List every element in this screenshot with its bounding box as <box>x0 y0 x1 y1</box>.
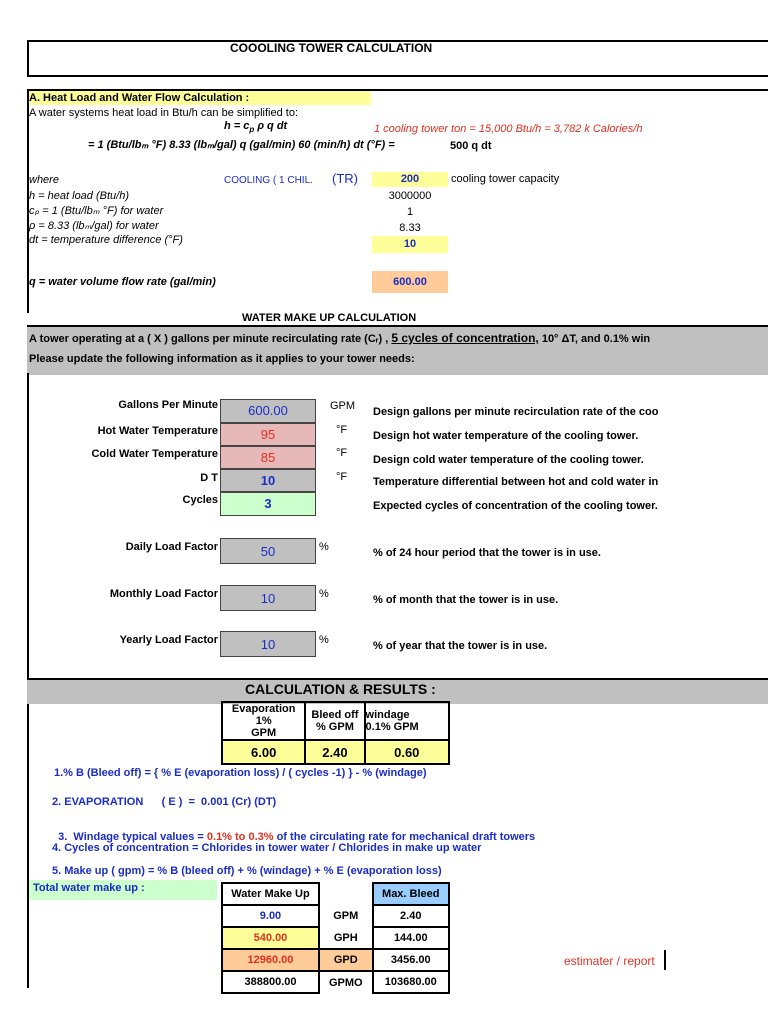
q-value: 600.00 <box>372 271 448 293</box>
unit-gpd: GPD <box>319 949 373 971</box>
makeup-gph: 540.00 <box>222 927 319 949</box>
page-title: COOOLING TOWER CALCULATION <box>230 41 433 55</box>
yearly-factor-label: Yearly Load Factor <box>119 634 218 646</box>
note-1: 1.% B (Bleed off) = { % E (evaporation loss) / ( cycles -1) } - % (windage) <box>54 767 427 779</box>
makeup-header: WATER MAKE UP CALCULATION <box>242 312 417 324</box>
section-a-intro: A water systems heat load in Btu/h can be simplified to: <box>29 107 299 119</box>
makeup-line-2: Please update the following information as it applies to your tower needs: <box>29 353 415 365</box>
monthly-factor-desc: % of month that the tower is in use. <box>373 594 559 606</box>
formula-2: = 1 (Btu/lbₘ °F) 8.33 (lbₘ/gal) q (gal/min) 60 (min/h) dt (°F) = <box>88 139 395 151</box>
total-label: Total water make up : <box>29 880 217 900</box>
note-5: 5. Make up ( gpm) = % B (bleed off) + % (windage) + % E (evaporation loss) <box>52 865 442 877</box>
monthly-factor-label: Monthly Load Factor <box>109 588 218 600</box>
yearly-factor-input[interactable]: 10 <box>220 631 316 657</box>
formula-2-result: 500 q dt <box>450 140 492 152</box>
gpm-unit: GPM <box>330 400 356 412</box>
hot-temp-desc: Design hot water temperature of the cooling tower. <box>373 430 639 442</box>
note-3: 3. Windage typical values = 0.1% to 0.3% of the circulating rate for mechanical draft towers <box>58 831 536 843</box>
bleed-value: 2.40 <box>305 740 364 764</box>
evap-value: 6.00 <box>222 740 305 764</box>
makeup-gpmo: 388800.00 <box>222 971 319 993</box>
capacity-label: cooling tower capacity <box>451 173 560 185</box>
gpm-label: Gallons Per Minute <box>118 399 218 411</box>
bleed-gpm: 2.40 <box>373 905 449 927</box>
daily-factor-unit: % <box>319 541 329 553</box>
cold-temp-input[interactable]: 85 <box>220 446 316 469</box>
unit-gpmo: GPMO <box>328 976 363 989</box>
makeup-line-1: A tower operating at a ( X ) gallons per minute recirculating rate (Cᵣ) , 5 cycles of concentration, 10° ΔT, and 0.1% win <box>29 331 651 345</box>
section-a-header: A. Heat Load and Water Flow Calculation : <box>29 91 371 105</box>
cold-temp-unit: °F <box>336 447 348 459</box>
ton-note: 1 cooling tower ton = 15,000 Btu/h = 3,782 k Calories/h <box>374 123 643 135</box>
cycles-desc: Expected cycles of concentration of the cooling tower. <box>373 500 658 512</box>
yearly-factor-desc: % of year that the tower is in use. <box>373 640 548 652</box>
makeup-gpm: 9.00 <box>222 905 319 927</box>
bleed-gpmo: 103680.00 <box>373 971 449 993</box>
dt-desc: Temperature differential between hot and cold water in <box>373 476 659 488</box>
unit-gpm: GPM <box>333 910 359 922</box>
cycles-input[interactable]: 3 <box>220 492 316 516</box>
results-header: CALCULATION & RESULTS : <box>245 681 436 697</box>
bleed-gph: 144.00 <box>373 927 449 949</box>
cold-temp-label: Cold Water Temperature <box>91 448 218 460</box>
note-2: 2. EVAPORATION ( E ) = 0.001 (Cr) (DT) <box>52 796 277 808</box>
makeup-col-header: Water Make Up <box>222 883 319 905</box>
results-table <box>221 701 450 765</box>
dt-label: D T <box>200 472 218 484</box>
makeup-table <box>221 882 450 994</box>
h-definition: h = heat load (Btu/h) <box>29 190 129 202</box>
tr-label: (TR) <box>332 171 358 186</box>
evap-header: Evaporation 1% GPM <box>222 702 305 740</box>
rho-value: 8.33 <box>399 222 421 234</box>
windage-value: 0.60 <box>365 740 449 764</box>
footer-rule <box>664 950 666 970</box>
cp-definition: cₚ = 1 (Btu/lbₘ °F) for water <box>29 205 164 217</box>
dt-input[interactable]: 10 <box>220 469 316 492</box>
daily-factor-input[interactable]: 50 <box>220 538 316 564</box>
cooling-label: COOLING ( 1 CHIL. <box>224 175 313 186</box>
bleed-gpd: 3456.00 <box>373 949 449 971</box>
monthly-factor-unit: % <box>319 588 329 600</box>
unit-col-header <box>319 883 373 905</box>
daily-factor-desc: % of 24 hour period that the tower is in use. <box>373 547 601 559</box>
bleed-col-header: Max. Bleed <box>373 883 449 905</box>
q-definition: q = water volume flow rate (gal/min) <box>29 276 216 288</box>
rho-definition: ρ = 8.33 (lbₘ/gal) for water <box>29 220 159 232</box>
capacity-value[interactable]: 200 <box>372 172 448 187</box>
makeup-gpd: 12960.00 <box>222 949 319 971</box>
cycles-label: Cycles <box>182 494 218 506</box>
unit-gph: GPH <box>333 931 358 944</box>
hot-temp-label: Hot Water Temperature <box>97 425 218 437</box>
daily-factor-label: Daily Load Factor <box>125 541 218 553</box>
dt-definition: dt = temperature difference (°F) <box>29 234 183 246</box>
hot-temp-unit: °F <box>336 424 348 436</box>
gpm-desc: Design gallons per minute recirculation rate of the coo <box>373 406 659 418</box>
yearly-factor-unit: % <box>319 634 329 646</box>
hot-temp-input[interactable]: 95 <box>220 423 316 446</box>
monthly-factor-input[interactable]: 10 <box>220 585 316 611</box>
gpm-input[interactable]: 600.00 <box>220 399 316 423</box>
h-value: 3000000 <box>388 190 432 202</box>
cold-temp-desc: Design cold water temperature of the cooling tower. <box>373 454 644 466</box>
cp-value: 1 <box>406 206 414 218</box>
bleed-header: Bleed off % GPM <box>305 702 364 740</box>
dt-unit: °F <box>336 471 348 483</box>
footer-link[interactable]: estimater / report <box>564 954 655 968</box>
note-4: 4. Cycles of concentration = Chlorides in tower water / Chlorides in make up water <box>52 842 482 854</box>
dt-value[interactable]: 10 <box>372 236 448 253</box>
formula-1: $h = c_p$ ρ q dt <box>224 120 288 135</box>
windage-header: windage 0.1% GPM <box>365 702 449 740</box>
where-label: where <box>29 174 59 186</box>
